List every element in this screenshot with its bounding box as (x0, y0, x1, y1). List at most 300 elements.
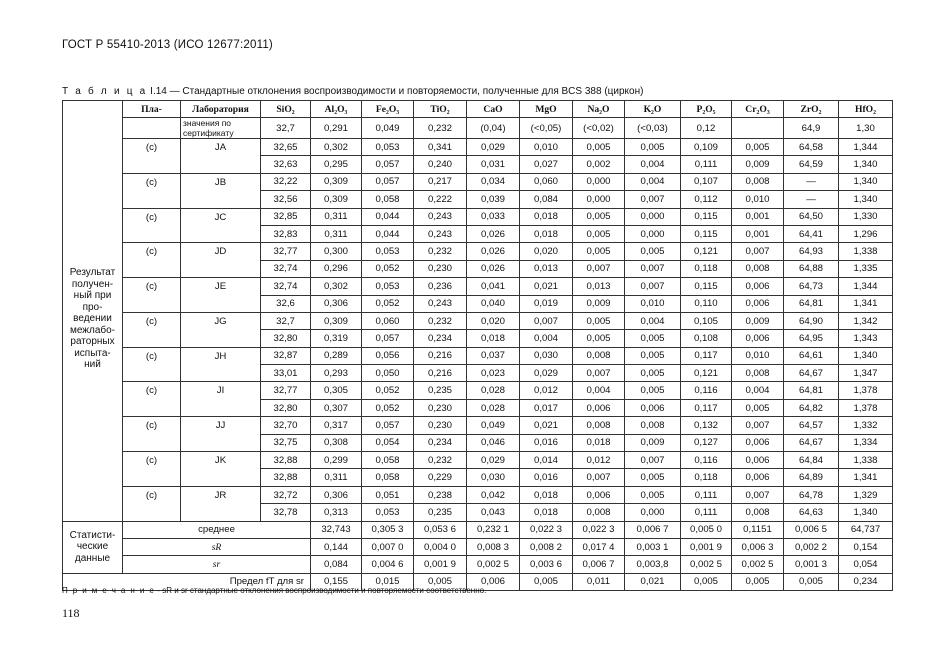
value-cell: 1,296 (839, 225, 893, 242)
value-cell: 0,311 (311, 208, 362, 225)
stats-value: 0,022 3 (573, 521, 625, 538)
value-cell: 32,65 (261, 139, 311, 156)
value-cell: 0,013 (520, 260, 573, 277)
value-cell: 64,84 (784, 452, 839, 469)
value-cell: 0,230 (414, 399, 467, 416)
value-cell: 0,317 (311, 417, 362, 434)
flag-cell (123, 330, 181, 347)
lab-cell (181, 156, 261, 173)
flag-cell: (c) (123, 208, 181, 225)
value-cell: 64,81 (784, 382, 839, 399)
value-cell: 0,001 (732, 225, 784, 242)
stats-label: среднее (123, 521, 311, 538)
stats-group-label: Статисти-ческие данные (63, 521, 123, 573)
value-cell: 0,341 (414, 139, 467, 156)
table-row (63, 225, 893, 242)
value-cell: 0,006 (732, 295, 784, 312)
value-cell: 0,030 (520, 347, 573, 364)
value-cell: 32,80 (261, 330, 311, 347)
value-cell: 32,88 (261, 469, 311, 486)
value-cell: 1,340 (839, 173, 893, 190)
value-cell: 32,70 (261, 417, 311, 434)
table-row (63, 278, 893, 295)
value-cell: 0,053 (362, 504, 414, 521)
value-cell: 0,005 (573, 312, 625, 329)
table-row (63, 452, 893, 469)
table-row (63, 208, 893, 225)
value-cell: 0,007 (625, 260, 681, 277)
value-cell: 1,340 (839, 347, 893, 364)
value-cell: 0,007 (732, 417, 784, 434)
lab-cell (181, 434, 261, 451)
value-cell: 32,80 (261, 399, 311, 416)
caption-prefix: Т а б л и ц а (62, 86, 148, 97)
value-cell: 1,341 (839, 469, 893, 486)
flag-cell (123, 225, 181, 242)
value-cell: 0,057 (362, 417, 414, 434)
value-cell: 0,034 (467, 173, 520, 190)
value-cell: 0,127 (681, 434, 732, 451)
value-cell: 0,007 (732, 486, 784, 503)
lab-cell (181, 260, 261, 277)
value-cell: 0,007 (625, 191, 681, 208)
limit-value: 0,011 (573, 573, 625, 590)
value-cell: 0,110 (681, 295, 732, 312)
table-row (63, 173, 893, 190)
value-cell: 0,005 (625, 365, 681, 382)
lab-cell: JK (181, 452, 261, 469)
value-cell: 0,018 (573, 434, 625, 451)
stats-value: 0,001 3 (784, 556, 839, 573)
value-cell: 0,006 (732, 434, 784, 451)
lab-cell (181, 330, 261, 347)
limit-value: 0,234 (839, 573, 893, 590)
value-cell: 64,89 (784, 469, 839, 486)
flag-cell: (c) (123, 243, 181, 260)
value-cell: 0,016 (520, 469, 573, 486)
value-cell: 0,238 (414, 486, 467, 503)
value-cell: 64,95 (784, 330, 839, 347)
cert-value: (0,04) (467, 118, 520, 139)
limit-value: 0,155 (311, 573, 362, 590)
value-cell: 0,222 (414, 191, 467, 208)
value-cell: 0,007 (625, 278, 681, 295)
column-header-9: K₂O (625, 101, 681, 118)
value-cell: 0,016 (520, 434, 573, 451)
value-cell: 0,014 (520, 452, 573, 469)
value-cell: 0,017 (520, 399, 573, 416)
lab-cell (181, 225, 261, 242)
value-cell: 64,81 (784, 295, 839, 312)
value-cell: 0,006 (732, 469, 784, 486)
value-cell: 0,115 (681, 225, 732, 242)
value-cell: 0,044 (362, 225, 414, 242)
value-cell: 0,052 (362, 399, 414, 416)
value-cell: 0,309 (311, 191, 362, 208)
value-cell: 0,319 (311, 330, 362, 347)
table-row (63, 139, 893, 156)
value-cell: 0,121 (681, 365, 732, 382)
value-cell: 0,004 (573, 382, 625, 399)
stats-value: 64,737 (839, 521, 893, 538)
stats-value: 0,002 5 (467, 556, 520, 573)
value-cell: 0,232 (414, 452, 467, 469)
value-cell: 1,332 (839, 417, 893, 434)
value-cell: 0,029 (467, 452, 520, 469)
document-header: ГОСТ Р 55410-2013 (ИСО 12677:2011) (62, 39, 273, 51)
value-cell: 32,87 (261, 347, 311, 364)
flag-cell: (c) (123, 486, 181, 503)
cert-value: 0,291 (311, 118, 362, 139)
cert-value: 1,30 (839, 118, 893, 139)
table-row (63, 191, 893, 208)
value-cell: 0,296 (311, 260, 362, 277)
limit-value: 0,005 (681, 573, 732, 590)
lab-cell: JG (181, 312, 261, 329)
flag-cell: (c) (123, 278, 181, 295)
value-cell: 0,008 (732, 173, 784, 190)
value-cell: 0,005 (625, 347, 681, 364)
column-header-11: Cr₂O₃ (732, 101, 784, 118)
flag-cell (123, 469, 181, 486)
value-cell: 0,007 (573, 469, 625, 486)
value-cell: 1,338 (839, 243, 893, 260)
stats-value: 0,007 0 (362, 538, 414, 555)
value-cell: 0,052 (362, 382, 414, 399)
limit-label: Предел fT для sr (63, 573, 311, 590)
value-cell: 64,59 (784, 156, 839, 173)
lab-cell: JD (181, 243, 261, 260)
stats-value: 0,144 (311, 538, 362, 555)
value-cell: 0,243 (414, 225, 467, 242)
table-row (63, 295, 893, 312)
value-cell: 64,61 (784, 347, 839, 364)
value-cell: 0,041 (467, 278, 520, 295)
value-cell: 32,83 (261, 225, 311, 242)
value-cell: 0,027 (520, 156, 573, 173)
table-row (63, 382, 893, 399)
value-cell: 64,58 (784, 139, 839, 156)
value-cell: 0,108 (681, 330, 732, 347)
value-cell: 0,306 (311, 486, 362, 503)
table-row (63, 365, 893, 382)
value-cell: 0,009 (573, 295, 625, 312)
stats-value: 0,008 2 (520, 538, 573, 555)
table-row (63, 434, 893, 451)
value-cell: 0,029 (467, 139, 520, 156)
value-cell: 64,41 (784, 225, 839, 242)
value-cell: 0,007 (732, 243, 784, 260)
value-cell: 0,020 (520, 243, 573, 260)
value-cell: 64,67 (784, 434, 839, 451)
value-cell: 0,008 (732, 365, 784, 382)
value-cell: 1,340 (839, 191, 893, 208)
value-cell: 64,63 (784, 504, 839, 521)
table-row (63, 347, 893, 364)
column-header-2: SiO₂ (261, 101, 311, 118)
flag-cell (123, 365, 181, 382)
value-cell: 0,012 (573, 452, 625, 469)
value-cell: 0,236 (414, 278, 467, 295)
value-cell: 1,340 (839, 156, 893, 173)
limit-value: 0,021 (625, 573, 681, 590)
cert-value: 0,232 (414, 118, 467, 139)
value-cell: 1,344 (839, 139, 893, 156)
value-cell: 0,309 (311, 173, 362, 190)
column-header-13: HfO₂ (839, 101, 893, 118)
stats-value: 0,001 9 (681, 538, 732, 555)
value-cell: 0,109 (681, 139, 732, 156)
value-cell: 0,004 (625, 173, 681, 190)
value-cell: 32,85 (261, 208, 311, 225)
value-cell: 1,343 (839, 330, 893, 347)
flag-cell: (c) (123, 347, 181, 364)
lab-cell: JE (181, 278, 261, 295)
value-cell: 0,052 (362, 260, 414, 277)
table-row (63, 330, 893, 347)
value-cell: 0,005 (573, 139, 625, 156)
value-cell: 0,018 (520, 486, 573, 503)
value-cell: 0,009 (732, 156, 784, 173)
value-cell: 32,22 (261, 173, 311, 190)
value-cell: 0,234 (414, 330, 467, 347)
flag-cell: (c) (123, 452, 181, 469)
value-cell: 0,111 (681, 156, 732, 173)
flag-cell: (c) (123, 417, 181, 434)
stats-value: 0,017 4 (573, 538, 625, 555)
value-cell: 0,121 (681, 243, 732, 260)
value-cell: 0,132 (681, 417, 732, 434)
value-cell: 0,004 (732, 382, 784, 399)
value-cell: 0,053 (362, 278, 414, 295)
value-cell: 0,116 (681, 382, 732, 399)
value-cell: 0,308 (311, 434, 362, 451)
value-cell: 0,295 (311, 156, 362, 173)
cert-label: значения по сертификату (181, 118, 261, 139)
value-cell: 0,005 (625, 469, 681, 486)
stats-value: 0,003 6 (520, 556, 573, 573)
lab-cell (181, 295, 261, 312)
column-header-12: ZrO₂ (784, 101, 839, 118)
value-cell: 0,217 (414, 173, 467, 190)
stats-value: 0,053 6 (414, 521, 467, 538)
value-cell: 64,93 (784, 243, 839, 260)
lab-cell (181, 399, 261, 416)
value-cell: 0,005 (732, 399, 784, 416)
value-cell: 64,78 (784, 486, 839, 503)
limit-value: 0,006 (467, 573, 520, 590)
stats-value: 0,006 3 (732, 538, 784, 555)
value-cell: 0,007 (625, 452, 681, 469)
value-cell: 0,046 (467, 434, 520, 451)
value-cell: 0,118 (681, 469, 732, 486)
value-cell: 0,050 (362, 365, 414, 382)
value-cell: 0,018 (467, 330, 520, 347)
cert-value: (<0,02) (573, 118, 625, 139)
value-cell: 1,378 (839, 382, 893, 399)
results-group-label: Результат получен-ный при про-ведении межлабо-раторных испыта- ний (63, 118, 123, 522)
flag-cell (123, 191, 181, 208)
value-cell: 0,007 (573, 365, 625, 382)
value-cell: 0,005 (573, 243, 625, 260)
value-cell: 0,021 (520, 278, 573, 295)
value-cell: 64,88 (784, 260, 839, 277)
stats-value: 0,022 3 (520, 521, 573, 538)
limit-value: 0,015 (362, 573, 414, 590)
value-cell: 0,008 (732, 504, 784, 521)
value-cell: 32,72 (261, 486, 311, 503)
value-cell: 0,234 (414, 434, 467, 451)
value-cell: 0,060 (362, 312, 414, 329)
value-cell: 0,010 (625, 295, 681, 312)
value-cell: 0,020 (467, 312, 520, 329)
value-cell: 0,004 (520, 330, 573, 347)
value-cell: 0,056 (362, 347, 414, 364)
value-cell: 0,293 (311, 365, 362, 382)
lab-cell: JB (181, 173, 261, 190)
value-cell: 0,004 (625, 156, 681, 173)
value-cell: 0,084 (520, 191, 573, 208)
flag-cell (123, 118, 181, 139)
value-cell: 0,009 (625, 434, 681, 451)
value-cell: 0,007 (520, 312, 573, 329)
lab-cell: JI (181, 382, 261, 399)
value-cell: 0,053 (362, 139, 414, 156)
value-cell: 32,77 (261, 243, 311, 260)
limit-value: 0,005 (520, 573, 573, 590)
value-cell: 1,338 (839, 452, 893, 469)
value-cell: 0,058 (362, 469, 414, 486)
value-cell: 0,023 (467, 365, 520, 382)
stats-row (63, 556, 893, 573)
value-cell: 0,235 (414, 382, 467, 399)
value-cell: 64,82 (784, 399, 839, 416)
value-cell: 64,90 (784, 312, 839, 329)
value-cell: 0,058 (362, 452, 414, 469)
value-cell: 0,049 (467, 417, 520, 434)
value-cell: 0,043 (467, 504, 520, 521)
value-cell: 1,344 (839, 278, 893, 295)
value-cell: 0,000 (625, 504, 681, 521)
value-cell: 0,240 (414, 156, 467, 173)
value-cell: 0,230 (414, 260, 467, 277)
value-cell: 64,73 (784, 278, 839, 295)
value-cell: 0,002 (573, 156, 625, 173)
value-cell: 0,028 (467, 399, 520, 416)
flag-cell: (c) (123, 382, 181, 399)
stats-value: 0,084 (311, 556, 362, 573)
flag-cell (123, 260, 181, 277)
value-cell: 0,008 (625, 417, 681, 434)
column-header-0: Пла- (123, 101, 181, 118)
stats-value: 0,008 3 (467, 538, 520, 555)
stats-label: sr (123, 556, 311, 573)
value-cell: 32,75 (261, 434, 311, 451)
value-cell: 32,6 (261, 295, 311, 312)
value-cell: 0,116 (681, 452, 732, 469)
value-cell: 0,018 (520, 208, 573, 225)
value-cell: — (784, 191, 839, 208)
value-cell: 0,307 (311, 399, 362, 416)
value-cell: 0,302 (311, 278, 362, 295)
value-cell: 0,021 (520, 417, 573, 434)
value-cell: 0,005 (625, 330, 681, 347)
value-cell: 0,010 (520, 139, 573, 156)
lab-cell (181, 469, 261, 486)
value-cell: 0,112 (681, 191, 732, 208)
stats-value: 0,002 2 (784, 538, 839, 555)
table-note (62, 586, 486, 595)
value-cell: 0,229 (414, 469, 467, 486)
column-header-10: P₂O₅ (681, 101, 732, 118)
value-cell: 0,000 (573, 191, 625, 208)
value-cell: 0,019 (520, 295, 573, 312)
value-cell: 0,007 (573, 260, 625, 277)
value-cell: 0,018 (520, 504, 573, 521)
stats-value: 0,1151 (732, 521, 784, 538)
value-cell: 0,243 (414, 295, 467, 312)
value-cell: 0,039 (467, 191, 520, 208)
value-cell: 0,006 (732, 452, 784, 469)
value-cell: 0,000 (625, 225, 681, 242)
value-cell: 0,309 (311, 312, 362, 329)
value-cell: 0,029 (520, 365, 573, 382)
value-cell: 0,006 (573, 486, 625, 503)
flag-cell (123, 295, 181, 312)
value-cell: 0,232 (414, 243, 467, 260)
limit-value: 0,005 (732, 573, 784, 590)
value-cell: 0,008 (573, 504, 625, 521)
value-cell: 0,232 (414, 312, 467, 329)
stats-value: 0,002 5 (732, 556, 784, 573)
stats-value: 32,743 (311, 521, 362, 538)
lab-cell (181, 365, 261, 382)
cert-value: 32,7 (261, 118, 311, 139)
stats-value: 0,003,8 (625, 556, 681, 573)
value-cell: 0,028 (467, 382, 520, 399)
cert-value: (<0,03) (625, 118, 681, 139)
value-cell: 0,005 (573, 208, 625, 225)
table-row (63, 156, 893, 173)
stats-label: sR (123, 538, 311, 555)
cert-row (63, 118, 893, 139)
table-body (63, 118, 893, 591)
cert-value: 64,9 (784, 118, 839, 139)
value-cell: 0,054 (362, 434, 414, 451)
value-cell: 0,006 (732, 278, 784, 295)
flag-cell (123, 156, 181, 173)
value-cell: 0,118 (681, 260, 732, 277)
stats-value: 0,001 9 (414, 556, 467, 573)
lab-cell: JA (181, 139, 261, 156)
value-cell: 1,342 (839, 312, 893, 329)
column-header-1: Лаборатория (181, 101, 261, 118)
value-cell: 0,000 (573, 173, 625, 190)
table-caption (62, 86, 643, 97)
stats-value: 0,006 5 (784, 521, 839, 538)
stats-row (63, 521, 893, 538)
flag-cell: (c) (123, 139, 181, 156)
table-row (63, 312, 893, 329)
stats-value: 0,154 (839, 538, 893, 555)
stats-value: 0,004 6 (362, 556, 414, 573)
lab-cell (181, 191, 261, 208)
stats-value: 0,232 1 (467, 521, 520, 538)
value-cell: 0,289 (311, 347, 362, 364)
value-cell: 0,013 (573, 278, 625, 295)
value-cell: 0,005 (625, 486, 681, 503)
cert-value (732, 118, 784, 139)
